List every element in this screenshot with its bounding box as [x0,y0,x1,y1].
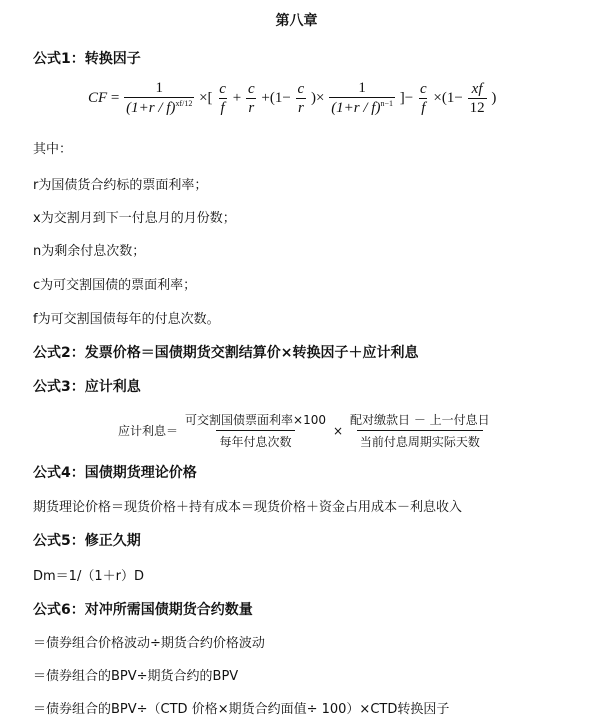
fraction-xf-over-12: $\frac{xf}{12}$ [469,80,485,116]
formula5-heading: 公式5：修正久期 [33,533,141,549]
numerator: 1 [155,80,163,96]
right-bracket: ] [399,89,405,106]
formula1-heading: 公式1：转换因子 [33,51,141,67]
formula4-heading: 公式4：国债期货理论价格 [33,465,197,481]
chapter-title: 第八章 [275,13,318,29]
definition-item: r为国债货合约标的票面利率； [33,178,208,193]
left-bracket: [ [207,89,213,106]
fraction-c-over-r: $\frac{c}{r}$ [247,80,255,116]
conversion-factor-formula [88,80,496,117]
fraction-discount-1 [124,80,194,117]
accrued-interest-lhs: 应计利息＝ [118,424,179,438]
definition-item: x为交割月到下一付息月的月份数； [33,211,236,226]
formula3-heading: 公式3：应计利息 [33,379,141,395]
denominator: $(1+r / f)^{xf/12}$ [126,99,193,116]
formula5-text: Dm＝1/（1＋r）D [33,569,144,584]
definition-item: c为可交割国债的票面利率； [33,278,197,293]
times-sign: × [433,89,442,106]
fraction-c-over-f: $\frac{c}{f}$ [219,80,226,116]
formula2-heading: 公式2：发票价格＝国债期货交割结算价×转换因子＋应计利息 [33,345,419,361]
paren-open: (1− [441,89,463,106]
definition-item: f为可交割国债每年的付息次数。 [33,312,220,327]
formula4-text: 期货理论价格＝现货价格＋持有成本＝现货价格＋资金占用成本－利息收入 [33,500,463,515]
paren-close: ) [491,89,497,106]
formula6-line: ＝债券组合的BPV÷（CTD 价格×期货合约面值÷ 100）×CTD转换因子 [33,702,450,717]
accrued-interest-formula [118,411,497,450]
plus-sign: + [261,89,270,106]
paren-open: (1− [269,89,291,106]
fraction-discount-2: $\frac{1}{(1+r / f)^{n-1}}$ [331,80,393,116]
fraction-c-over-f: $\frac{c}{f}$ [419,80,427,116]
minus-sign: − [404,89,414,106]
fraction-c-over-r: $\frac{c}{r}$ [297,80,305,116]
formula6-line: ＝债券组合价格波动÷期货合约价格波动 [33,636,265,651]
fraction-day-count: $\frac{\text{配对缴款日 － 上一付息日}}{\text{当前付息周期实际天数}}$ [350,413,490,449]
fraction-coupon-per-period: $\frac{\text{可交割国债票面利率×100}}{\text{每年付息次数}}$ [185,413,326,449]
times-sign: × [332,423,344,438]
definition-item: n为剩余付息次数； [33,244,146,259]
where-label: 其中： [33,142,73,157]
times-sign: × [315,89,325,106]
times-sign: × [199,89,208,106]
equals-sign: = [110,89,120,106]
cf-symbol: CF [88,89,108,106]
formula6-heading: 公式6：对冲所需国债期货合约数量 [33,602,253,618]
paren-close: ) [310,89,316,106]
formula6-line: ＝债券组合的BPV÷期货合约的BPV [33,669,239,684]
plus-sign: + [232,89,242,106]
